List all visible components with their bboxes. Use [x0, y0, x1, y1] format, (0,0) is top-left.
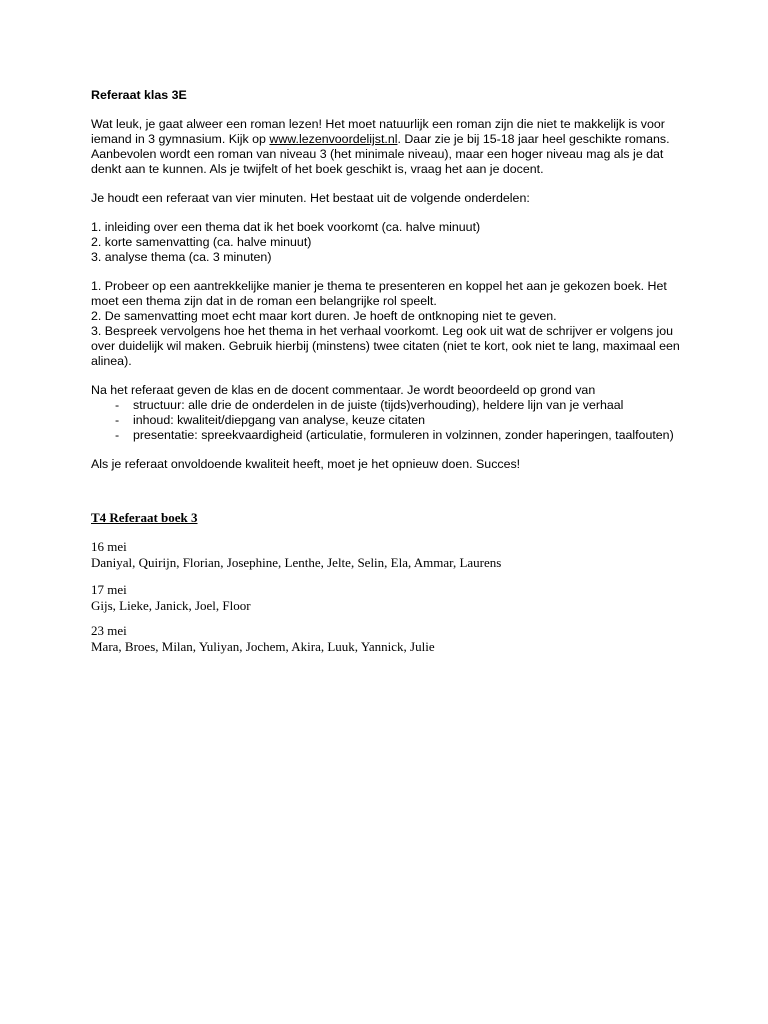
instructions: [91, 279, 691, 369]
assessment-item: - inhoud: kwaliteit/diepgang van analyse, keuze citaten: [115, 413, 426, 427]
bullet-dash: -: [115, 398, 120, 412]
schedule-date: 17 mei: [91, 582, 127, 597]
parts-intro: Je houdt een referaat van vier minuten. Het bestaat uit de volgende onderdelen:: [91, 191, 530, 205]
intro-paragraph: [91, 117, 691, 177]
closing-line: Als je referaat onvoldoende kwaliteit heeft, moet je het opnieuw doen. Succes!: [91, 457, 521, 471]
website-link[interactable]: www.lezenvoordelijst.nl: [269, 132, 398, 146]
schedule-date: 23 mei: [91, 623, 127, 638]
assessment-item: - presentatie: spreekvaardigheid (articulatie, formuleren in volzinnen, zonder haperingen, taalfouten): [115, 428, 674, 442]
instruction-item: 1. Probeer op een aantrekkelijke manier je thema te presenteren en koppel het aan je gekozen boek. Het moet een thema zijn dat in de roman een belangrijke rol speelt.: [91, 279, 667, 308]
assessment-intro: Na het referaat geven de klas en de docent commentaar. Je wordt beoordeeld op grond van: [91, 383, 596, 397]
part-item: 3. analyse thema (ca. 3 minuten): [91, 250, 272, 264]
assessment-section: [91, 383, 691, 443]
bullet-dash: -: [115, 428, 120, 442]
bullet-dash: -: [115, 413, 120, 427]
assessment-item: - structuur: alle drie de onderdelen in de juiste (tijds)verhouding), heldere lijn van je verhaal: [115, 398, 624, 412]
schedule-names: Gijs, Lieke, Janick, Joel, Floor: [91, 598, 251, 613]
document-title: Referaat klas 3E: [91, 88, 187, 102]
schedule-day: [91, 582, 691, 614]
schedule-heading: T4 Referaat boek 3: [91, 510, 198, 525]
schedule-day: [91, 539, 691, 571]
intro-text-after-link: . Daar zie je bij 15-18 jaar heel geschikte romans. Aanbevolen wordt een roman van niveau 3 (het minimale niveau), maar een hoger niveau mag als je dat denkt aan te kunnen. Als je twijfelt of het boek geschikt is, vraag het aan je docent.: [91, 132, 670, 176]
schedule-names: Mara, Broes, Milan, Yuliyan, Jochem, Akira, Luuk, Yannick, Julie: [91, 639, 435, 654]
schedule-date: 16 mei: [91, 539, 127, 554]
assessment-list: [91, 398, 691, 443]
instruction-item: 2. De samenvatting moet echt maar kort duren. Je hoeft de ontknoping niet te geven.: [91, 309, 557, 323]
instruction-item: 3. Bespreek vervolgens hoe het thema in het verhaal voorkomt. Leg ook uit wat de schrijver er volgens jou over duidelijk wil maken. Gebruik hierbij (minstens) twee citaten (niet te kort, ook niet te lang, maximaal een alinea).: [91, 324, 680, 368]
schedule-day: [91, 623, 691, 655]
part-item: 1. inleiding over een thema dat ik het boek voorkomt (ca. halve minuut): [91, 220, 481, 234]
part-item: 2. korte samenvatting (ca. halve minuut): [91, 235, 312, 249]
intro-text-before-link: Wat leuk, je gaat alweer een roman lezen! Het moet natuurlijk een roman zijn die niet te makkelijk is voor iemand in 3 gymnasium. Kijk op: [91, 117, 665, 146]
parts-list: [91, 220, 691, 265]
schedule-names: Daniyal, Quirijn, Florian, Josephine, Lenthe, Jelte, Selin, Ela, Ammar, Laurens: [91, 555, 502, 570]
